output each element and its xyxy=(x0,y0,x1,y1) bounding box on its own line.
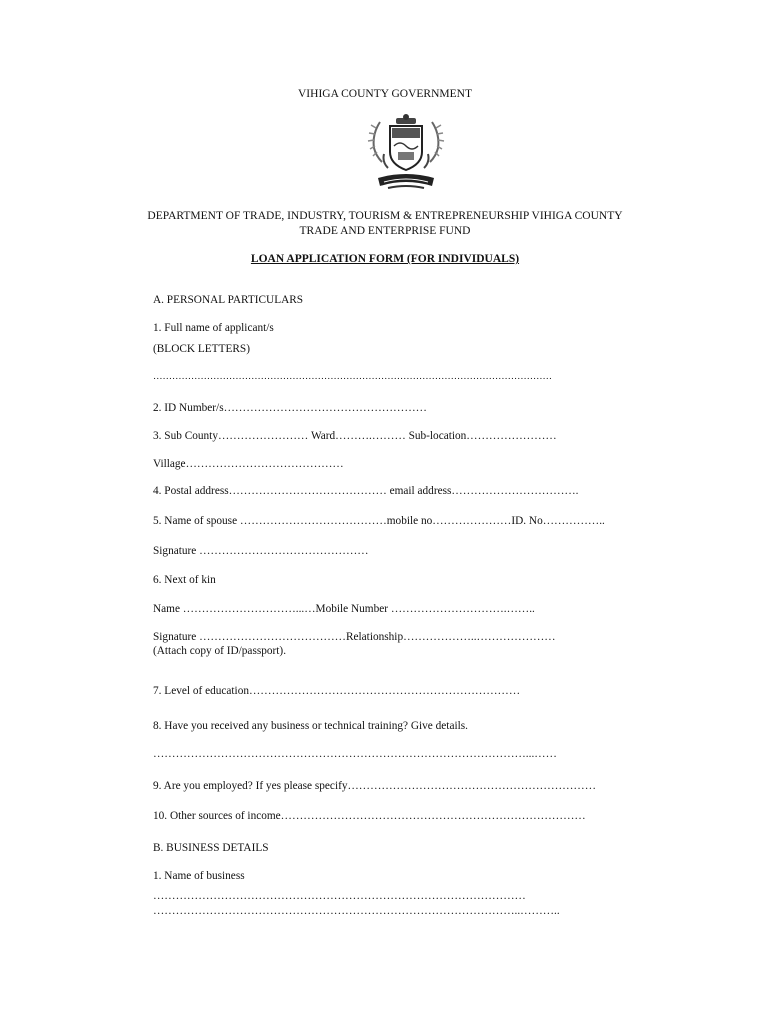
postal-email-field[interactable]: 4. Postal address…………………………………… email address……………………………. xyxy=(153,485,579,497)
kin-name-field[interactable]: Name …………………………...…Mobile Number ………………………….…….. xyxy=(153,603,535,615)
form-title: LOAN APPLICATION FORM (FOR INDIVIDUALS) xyxy=(250,253,520,265)
id-number-field[interactable]: 2. ID Number/s……………………………………………… xyxy=(153,402,427,414)
next-of-kin-label: 6. Next of kin xyxy=(153,574,216,586)
fund-title: TRADE AND ENTERPRISE FUND xyxy=(299,225,471,237)
block-letters-note: (BLOCK LETTERS) xyxy=(153,343,250,355)
education-field[interactable]: 7. Level of education……………………………………………………………… xyxy=(153,685,521,697)
county-coat-of-arms-icon xyxy=(358,112,454,194)
government-title: VIHIGA COUNTY GOVERNMENT xyxy=(298,88,472,100)
business-name-label: 1. Name of business xyxy=(153,870,245,882)
training-question: 8. Have you received any business or technical training? Give details. xyxy=(153,720,468,732)
full-name-field[interactable]: ……………………………………………………………………………………………………………… xyxy=(153,372,552,382)
kin-signature-field[interactable]: Signature …………………………………Relationship………………..………………… xyxy=(153,631,556,643)
business-name-field-1[interactable]: ……………………………………………………………………………………… xyxy=(153,890,526,902)
location-field[interactable]: 3. Sub County…………………… Ward……….……… Sub-location…………………… xyxy=(153,430,557,442)
employment-field[interactable]: 9. Are you employed? If yes please specify………………………………………………………… xyxy=(153,780,597,792)
signature-field[interactable]: Signature ……………………………………… xyxy=(153,545,369,557)
village-field[interactable]: Village…………………………………… xyxy=(153,458,344,470)
training-field[interactable]: ………………………………………………………………………………………...…… xyxy=(153,748,557,760)
department-title: DEPARTMENT OF TRADE, INDUSTRY, TOURISM & ENTREPRENEURSHIP VIHIGA COUNTY xyxy=(147,210,623,222)
section-b-heading: B. BUSINESS DETAILS xyxy=(153,842,269,854)
spouse-field[interactable]: 5. Name of spouse …………………………………mobile no…………………ID. No…………….. xyxy=(153,515,605,527)
other-income-field[interactable]: 10. Other sources of income……………………………………………………………………… xyxy=(153,810,586,822)
section-a-heading: A. PERSONAL PARTICULARS xyxy=(153,294,304,306)
business-name-field-2[interactable]: ……………………………………………………………………………………..……….. xyxy=(153,905,560,917)
attach-id-note: (Attach copy of ID/passport). xyxy=(153,645,287,657)
full-name-label: 1. Full name of applicant/s xyxy=(153,322,274,334)
